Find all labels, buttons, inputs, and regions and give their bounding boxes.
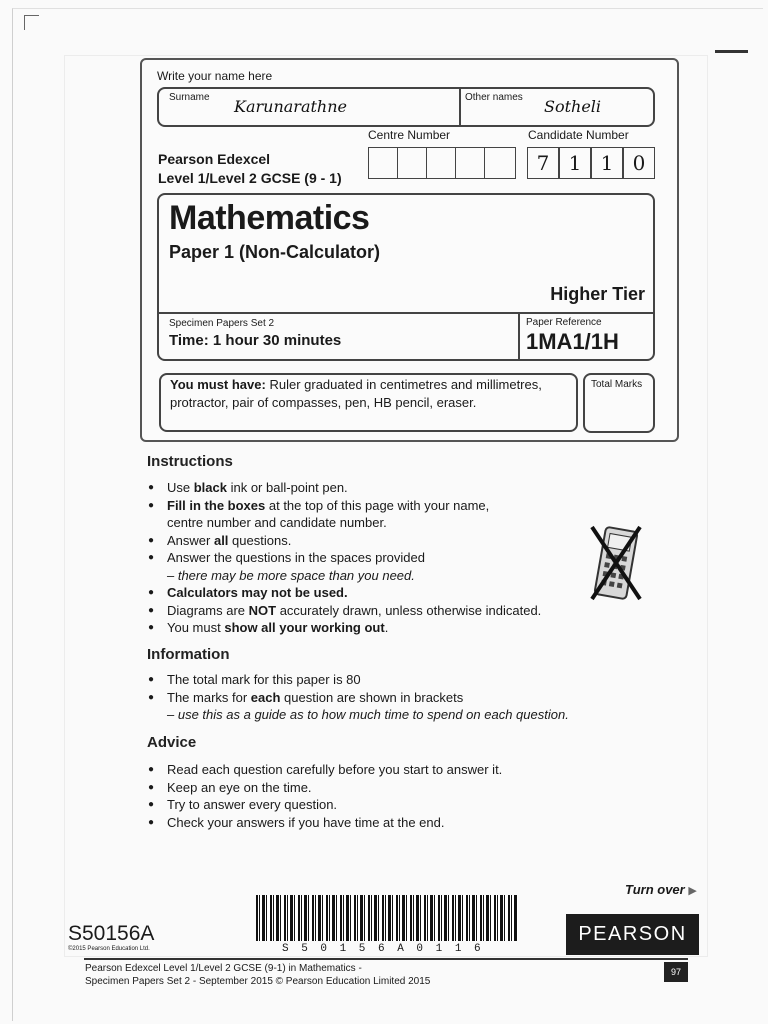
no-calculator-icon [588, 523, 644, 603]
list-item: ● Check your answers if you have time at the end. [148, 814, 588, 832]
list-item: – use this as a guide as to how much time to spend on each question. [167, 707, 569, 722]
paper-code: S50156A [68, 922, 155, 945]
board-name: Pearson Edexcel [158, 151, 271, 167]
list-item: ● Diagrams are NOT accurately drawn, unless otherwise indicated. [148, 602, 588, 620]
list-item: ● Keep an eye on the time. [148, 779, 588, 797]
must-have-line2: protractor, pair of compasses, pen, HB pencil, eraser. [170, 395, 477, 410]
name-box [157, 87, 655, 127]
candidate-digit[interactable]: 0 [623, 147, 655, 179]
write-name-label: Write your name here [157, 69, 273, 83]
time-allowed: Time: 1 hour 30 minutes [169, 332, 342, 349]
name-divider [459, 89, 461, 125]
turn-over-label[interactable] [625, 882, 697, 897]
title-divider-v [518, 312, 520, 359]
candidate-number-boxes[interactable] [527, 147, 655, 179]
list-item: ● Read each question carefully before you start to answer it. [148, 761, 588, 779]
edge-dash [715, 50, 748, 53]
candidate-digit[interactable]: 1 [591, 147, 623, 179]
must-have-line1 [170, 377, 542, 392]
play-arrow-icon: ▶ [688, 885, 697, 897]
centre-cell[interactable] [427, 148, 456, 178]
other-names-field[interactable]: Sotheli [544, 97, 602, 116]
instructions-heading: Instructions [147, 453, 233, 470]
paper-reference-label: Paper Reference [526, 317, 602, 328]
page-number: 97 [664, 962, 688, 982]
list-item: centre number and candidate number. [167, 515, 387, 530]
corner-mark [24, 15, 39, 30]
title-box [157, 193, 655, 361]
footer-line-1: Pearson Edexcel Level 1/Level 2 GCSE (9-1) in Mathematics - [85, 963, 362, 974]
paper-reference: 1MA1/1H [526, 329, 619, 354]
other-names-label: Other names [465, 92, 523, 103]
centre-number-boxes[interactable] [368, 147, 516, 179]
list-item: ● Try to answer every question. [148, 796, 588, 814]
list-item: ● The total mark for this paper is 80 [148, 671, 608, 689]
footer-rule [84, 958, 688, 960]
information-heading: Information [147, 646, 230, 663]
list-item: – there may be more space than you need. [167, 567, 415, 583]
list-item: ● Calculators may not be used. [148, 584, 588, 602]
information-list [148, 671, 608, 724]
title-divider-h [159, 312, 653, 314]
barcode-digits: S 5 0 1 5 6 A 0 1 1 6 [282, 943, 484, 955]
qualification-level: Level 1/Level 2 GCSE (9 - 1) [158, 170, 342, 186]
centre-number-label: Centre Number [368, 128, 451, 142]
list-item: ● Answer the questions in the spaces provided [148, 549, 588, 567]
candidate-digit[interactable]: 1 [559, 147, 591, 179]
list-item: ● You must show all your working out. [148, 619, 588, 637]
advice-heading: Advice [147, 734, 197, 751]
paper-title: Paper 1 (Non-Calculator) [169, 242, 381, 262]
list-item: ● Use black ink or ball-point pen. [148, 479, 588, 497]
subject-title: Mathematics [169, 199, 370, 237]
papers-set: Specimen Papers Set 2 [169, 318, 275, 329]
must-have-lead: You must have: [170, 377, 266, 392]
must-have-text: Ruler graduated in centimetres and millimetres, [265, 377, 542, 392]
copyright-small: ©2015 Pearson Education Ltd. [68, 946, 150, 952]
tier-label: Higher Tier [550, 284, 645, 304]
list-item: ● Answer all questions. [148, 532, 588, 550]
turn-over-text: Turn over [625, 882, 685, 897]
candidate-number-label: Candidate Number [528, 128, 629, 142]
surname-label: Surname [169, 92, 210, 103]
list-item: ● The marks for each question are shown in brackets [148, 689, 608, 707]
pearson-logo: PEARSON [566, 914, 699, 955]
advice-list [148, 761, 588, 831]
must-have-box [159, 373, 578, 432]
centre-cell[interactable] [456, 148, 485, 178]
candidate-digit[interactable]: 7 [527, 147, 559, 179]
total-marks-label: Total Marks [591, 379, 643, 390]
total-marks-box[interactable] [583, 373, 655, 433]
centre-cell[interactable] [398, 148, 427, 178]
footer-line-2: Specimen Papers Set 2 - September 2015 © Pearson Education Limited 2015 [85, 976, 431, 987]
barcode [256, 895, 518, 941]
centre-cell[interactable] [369, 148, 398, 178]
surname-field[interactable]: Karunarathne [234, 97, 347, 116]
list-item: ● Fill in the boxes at the top of this page with your name, [148, 497, 588, 515]
instructions-list [148, 479, 588, 637]
